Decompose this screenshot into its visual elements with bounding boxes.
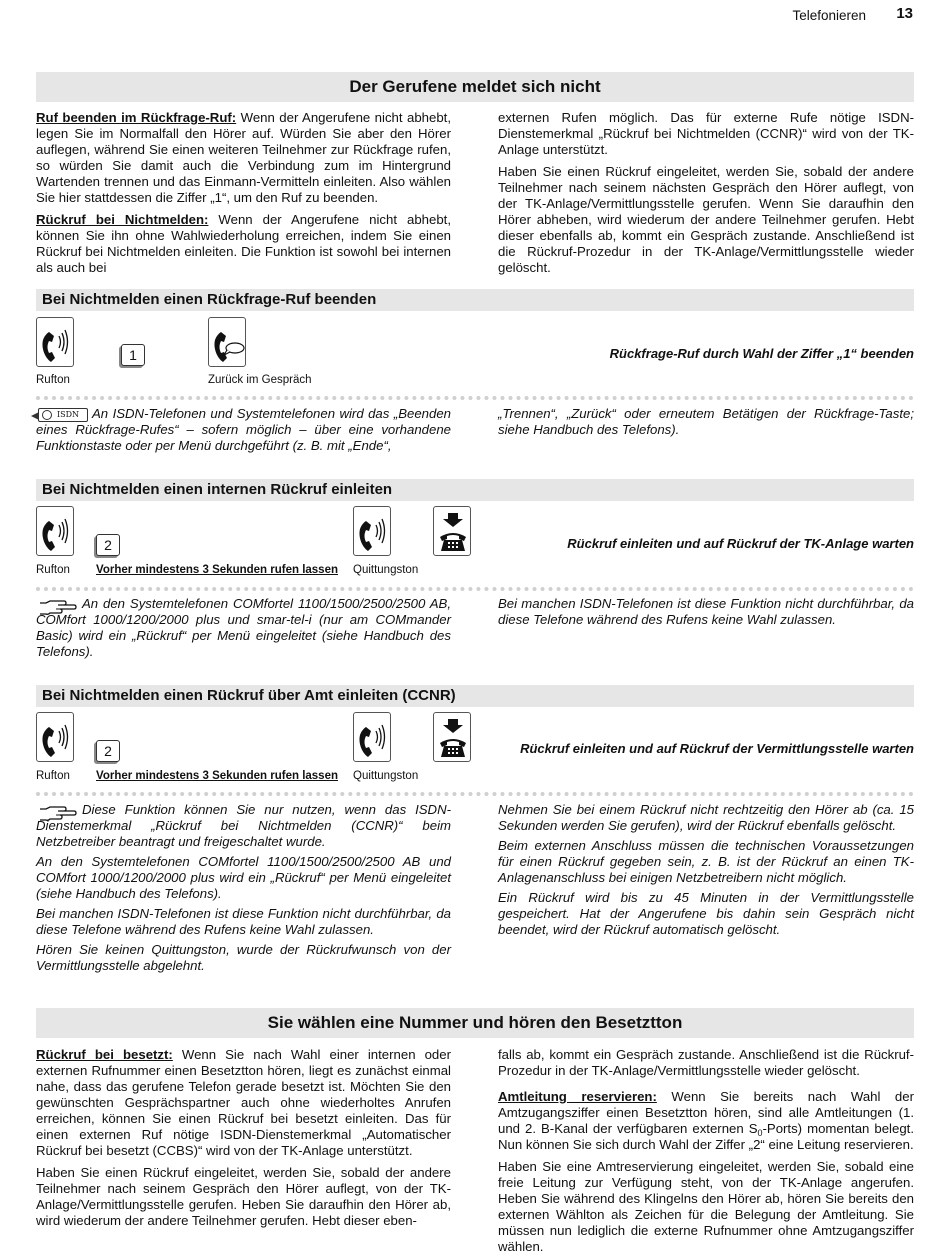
sub2-note-right: Bei manchen ISDN-Telefonen ist diese Funktion nicht durchführbar, da diese Telefone während des Rufens keine Wahl zulassen. [498,596,914,627]
subscript: 0 [757,1128,763,1138]
section-heading-busy-tone: Sie wählen eine Nummer und hören den Besetztton [36,1008,914,1038]
digit-key-2: 2 [96,534,120,556]
note: Nehmen Sie bei einem Rückruf nicht rechtzeitig den Hörer ab (ca. 15 Sekunden werden Sie gerufen), wird der Rückruf ebenfalls gelöscht. [498,802,914,833]
term: Ruf beenden im Rückfrage-Ruf: [36,110,237,125]
isdn-badge-text: ISDN [57,410,80,419]
section-heading-no-answer: Der Gerufene meldet sich nicht [36,72,914,102]
note: Hören Sie keinen Quittungston, wurde der Rückrufwunsch von der Vermittlungsstelle abgelehnt. [36,942,451,973]
label-ack-tone: Quittungston [353,770,419,782]
section2-right-column [498,1047,914,1257]
section2-left-column [36,1047,451,1235]
text: -Ports) momentan belegt. Nun können Sie sich durch Wahl der Ziffer „2“ eine Leitung reservieren. [498,1121,914,1152]
text: Wenn Sie bereits nach Wahl der Amtzugangsziffer einen Besetztton hören, sind alle Amtleitungen (1. und 2. B-Kanal der verfügbaren externen S [498,1089,914,1136]
divider [36,587,914,591]
note: Diese Funktion können Sie nur nutzen, wenn das ISDN-Dienstemerkmal „Rückruf bei Nichtmelden (CCNR)“ beim Netzbetreiber beantragt und freigeschaltet wurde. [36,802,451,849]
talking-phone-icon [208,317,246,367]
term: Rückruf bei besetzt: [36,1047,173,1062]
sub3-notes-right [498,802,914,942]
page-header [0,6,950,26]
hang-up-phone-icon [433,506,471,556]
note: Beim externen Anschluss müssen die technischen Voraussetzungen für einen Rückruf gegeben sein, z. B. ist der Rückruf an einen TK-Anlagenanschluss bei einigen Netzbetreibern nicht möglich. [498,838,914,885]
section1-right-column [498,110,914,282]
text: Wenn der Angerufene nicht abhebt, können Sie ihn ohne Wahlwiederholung erreichen, indem Sie einen Rückruf bei Nichtmelden einleiten. Die Funktion ist sowohl bei internen als auch bei [36,212,451,275]
paragraph [36,110,451,206]
ack-tone-phone-icon [353,712,391,762]
term: Amtleitung reservieren: [498,1089,657,1104]
sub2-note-left: An den Systemtelefonen COMfortel 1100/1500/2500/2500 AB, COMfort 1000/1200/2000 plus und smar-tel-i (nur am COMmander Basic) wird ein „Rückruf“ per Menü eingeleitet (siehe Handbuch des Telefons). [36,596,451,659]
subheading-internal-callback: Bei Nichtmelden einen internen Rückruf einleiten [36,479,914,501]
divider [36,396,914,400]
chapter-title: Telefonieren [792,8,866,23]
label-ringing: Rufton [36,374,70,386]
note: An den Systemtelefonen COMfortel 1100/1500/2500/2500 AB und COMfort 1000/1200/2000 plus wird ein „Rückruf“ per Menü eingeleitet (siehe Handbuch des Telefons). [36,854,451,901]
hang-up-phone-icon [433,712,471,762]
text: Wenn der Angerufene nicht abhebt, legen Sie im Normalfall den Hörer auf. Würden Sie aber den Hörer auflegen, während Sie einen weiteren Teilnehmer zur Rückfrage rufen, so würden Sie damit auch die Verbindung zum im Hintergrund Wartenden trennen und das Einmann-Vermitteln einleiten. Also wählen Sie hier stattdessen die Ziffer „1“, um den Ruf zu beenden. [36,110,451,205]
label-wait-3-seconds: Vorher mindestens 3 Sekunden rufen lassen [96,770,338,782]
action-internal-callback: Rückruf einleiten und auf Rückruf der TK-Anlage warten [567,536,914,551]
label-wait-3-seconds: Vorher mindestens 3 Sekunden rufen lassen [96,564,338,576]
ack-tone-phone-icon [353,506,391,556]
paragraph [36,1047,451,1159]
subheading-ccnr-callback: Bei Nichtmelden einen Rückruf über Amt einleiten (CCNR) [36,685,914,707]
term: Rückruf bei Nichtmelden: [36,212,209,227]
digit-key-1: 1 [121,344,145,366]
paragraph: falls ab, kommt ein Gespräch zustande. Anschließend ist die Rückruf-Prozedur in der TK-Anlage/Vermittlungsstelle wieder gelöscht. [498,1047,914,1078]
action-ccnr-callback: Rückruf einleiten und auf Rückruf der Vermittlungsstelle warten [520,741,914,756]
sub1-note-right: „Trennen“, „Zurück“ oder erneutem Betätigen der Rückfrage-Taste; siehe Handbuch des Telefons). [498,406,914,437]
ringing-phone-icon [36,712,74,762]
label-ringing: Rufton [36,564,70,576]
ringing-phone-icon [36,506,74,556]
paragraph: Haben Sie einen Rückruf eingeleitet, werden Sie, sobald der andere Teilnehmer nach seinem Gespräch den Hörer auflegt, von der TK-Anlage/Vermittlungsstelle gerufen. Heben Sie daraufhin den Hörer ab, wird wiederum der andere Teilnehmer gerufen. Hebt dieser eben- [36,1165,451,1228]
divider [36,792,914,796]
section1-left-column [36,110,451,282]
paragraph: externen Rufen möglich. Das für externe Rufe nötige ISDN-Dienstemerkmal „Rückruf bei Nichtmelden (CCNR)“ wird von der TK-Anlage unterstützt. [498,110,914,157]
label-back-in-call: Zurück im Gespräch [208,374,312,386]
note: Bei manchen ISDN-Telefonen ist diese Funktion nicht durchführbar, da diese Telefone während des Rufens keine Wahl zulassen. [36,906,451,937]
subheading-cancel-enquiry: Bei Nichtmelden einen Rückfrage-Ruf beenden [36,289,914,311]
paragraph [498,1089,914,1153]
sub3-notes-left [36,802,451,978]
page-number: 13 [896,5,913,22]
action-cancel-enquiry: Rückfrage-Ruf durch Wahl der Ziffer „1“ beenden [609,346,914,361]
paragraph: Haben Sie eine Amtreservierung eingeleitet, werden Sie, sobald eine freie Leitung zur Verfügung steht, von der TK-Anlage angerufen. Heben Sie während des Klingelns den Hörer ab, hören Sie bereits den externen Wählton als Zeichen für die Belegung der Amtleitung. Sie müssen nun lediglich die externe Rufnummer ohne Amtzugangsziffer wählen. [498,1159,914,1254]
paragraph: Haben Sie einen Rückruf eingeleitet, werden Sie, sobald der andere Teilnehmer nach seinem nächsten Gespräch den Hörer auflegt, von der TK-Anlage/Vermittlungsstelle gerufen. Wenn Sie daraufhin den Hörer abheben, wird wiederum der andere Teilnehmer gerufen. Hebt dieser ebenfalls ab, kommt ein Gespräch zustande. Anschließend ist die Rückruf-Prozedur in der TK-Anlage/Vermittlungsstelle wieder gelöscht. [498,164,914,275]
text: Wenn Sie nach Wahl einer internen oder externen Rufnummer einen Besetztton hören, liegt es zunächst einmal nahe, dass das gerufene Telefon gerade besetzt ist. Möchten Sie den gewünschten Gesprächspartner auch ohne wiederholtes Anrufen erreichen, können Sie einen Rückruf bei besetzt einleiten. Das für einen externen Ruf nötige ISDN-Dienstemerkmal „Automatischer Rückruf bei besetzt (CCBS)“ wird von der TK-Anlage unterstützt. [36,1047,451,1158]
note: Ein Rückruf wird bis zu 45 Minuten in der Vermittlungsstelle gespeichert. Hat der Angerufene bis dahin sein Gespräch nicht beendet, wird der Rückruf automatisch gelöscht. [498,890,914,937]
digit-key-2: 2 [96,740,120,762]
paragraph [36,212,451,276]
label-ringing: Rufton [36,770,70,782]
sub1-note-left: An ISDN-Telefonen und Systemtelefonen wird das „Beenden eines Rückfrage-Rufes“ – sofern möglich – über eine vorhandene Funktionstaste oder per Menü durchgeführt (z. B. mit „Ende“, [36,406,451,453]
label-ack-tone: Quittungston [353,564,419,576]
ringing-phone-icon [36,317,74,367]
